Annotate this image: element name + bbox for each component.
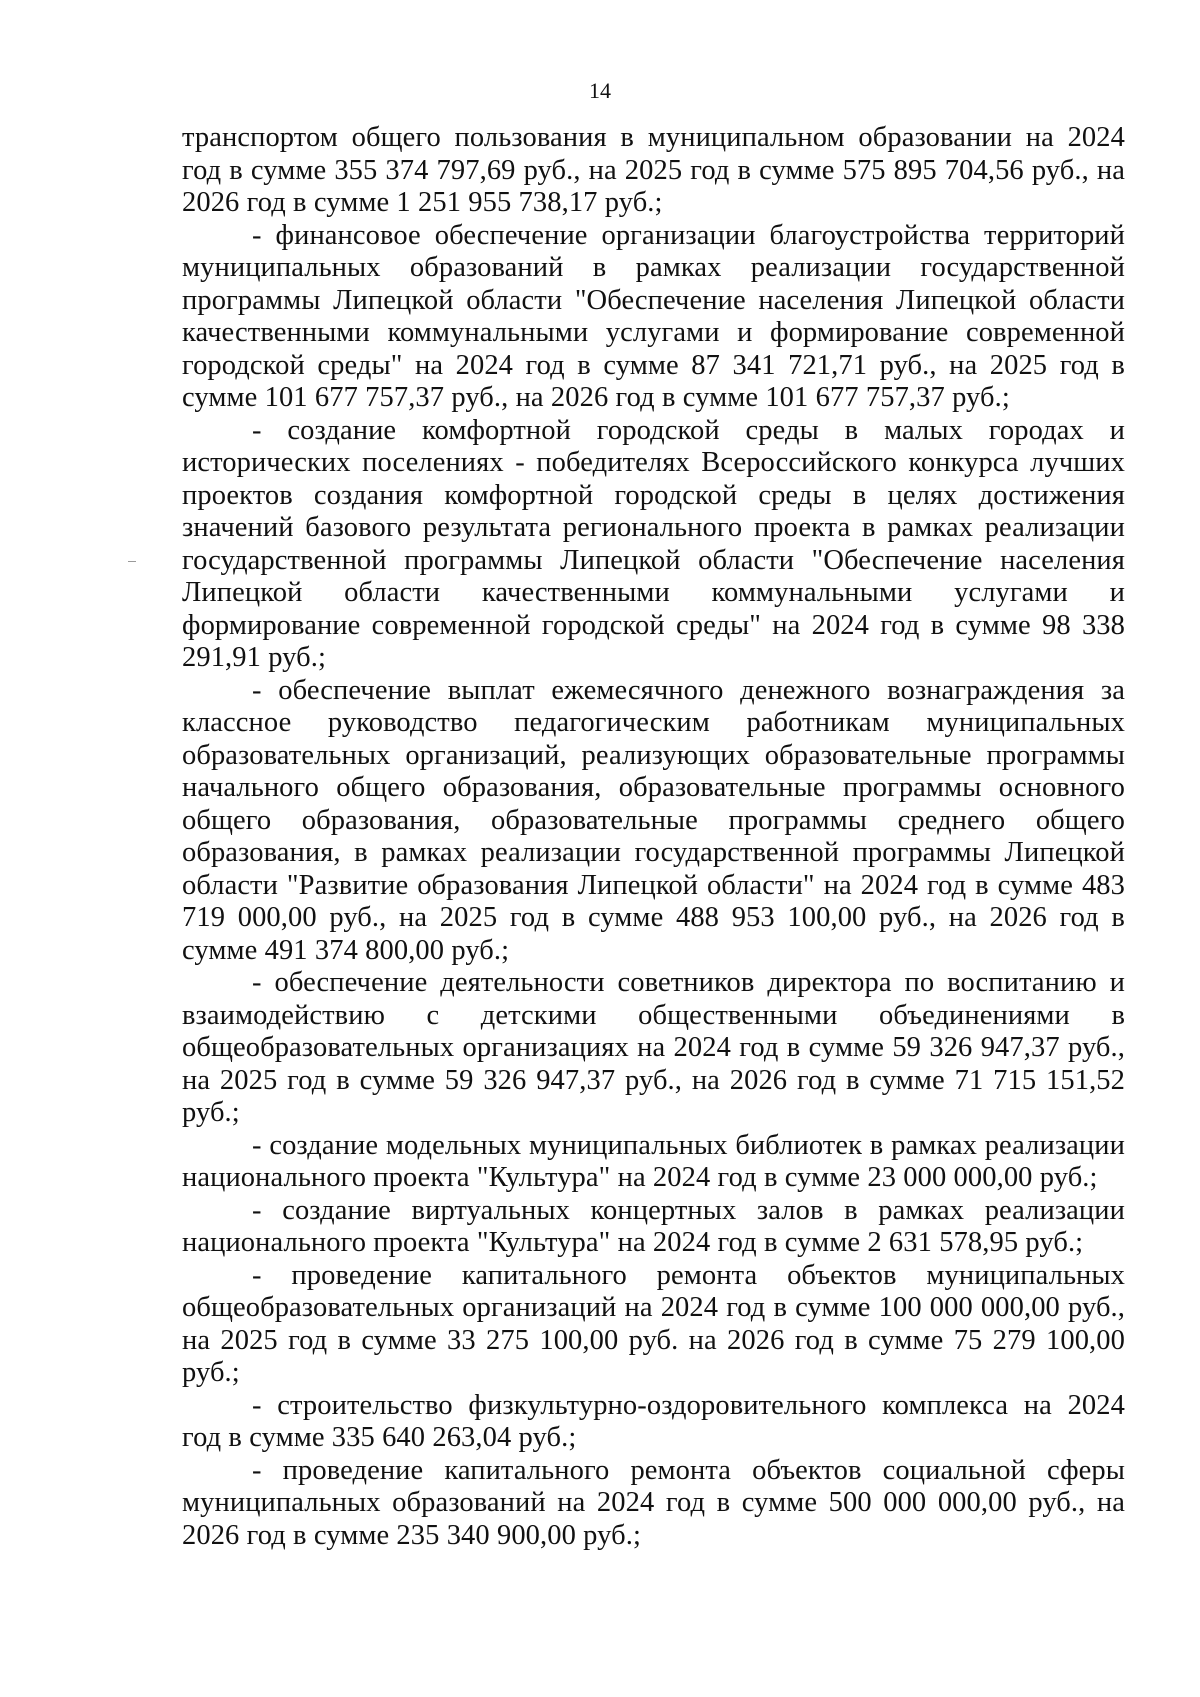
list-item-school-repairs: - проведение капитального ремонта объектов муниципальных общеобразовательных организаций на 2024 год в сумме 100 000 000,00 руб., на 2025 год в сумме 33 275 100,00 руб. на 2026 год в сумме 75 279 100,00 руб.; — [182, 1259, 1125, 1388]
page-number: 14 — [589, 78, 611, 103]
document-body — [182, 122, 1125, 1552]
list-item-director-advisors: - обеспечение деятельности советников директора по воспитанию и взаимодействию с детскими общественными объединениями в общеобразовательных организациях на 2024 год в сумме 59 326 947,37 руб., на 2025 год в сумме 59 326 947,37 руб., на 2026 год в сумме 71 715 151,52 руб.; — [182, 967, 1125, 1128]
list-item-model-libraries: - создание модельных муниципальных библиотек в рамках реализации национального проекта "Культура" на 2024 год в сумме 23 000 000,00 руб.; — [182, 1129, 1125, 1193]
list-item-sports-complex: - строительство физкультурно-оздоровительного комплекса на 2024 год в сумме 335 640 263,04 руб.; — [182, 1389, 1125, 1453]
list-item-class-teacher-payments: - обеспечение выплат ежемесячного денежного вознаграждения за классное руководство педагогическим работникам муниципальных образовательных организаций, реализующих образовательные программы начального общего образования, образовательные программы основного общего образования, образовательные программы среднего общего образования, в рамках реализации государственной программы Липецкой области "Развитие образования Липецкой области" на 2024 год в сумме 483 719 000,00 руб., на 2025 год в сумме 488 953 100,00 руб., на 2026 год в сумме 491 374 800,00 руб.; — [182, 674, 1125, 966]
list-item-urban-environment: - создание комфортной городской среды в малых городах и исторических поселениях - победителях Всероссийского конкурса лучших проектов создания комфортной городской среды в целях достижения значений базового результата регионального проекта в рамках реализации государственной программы Липецкой области "Обеспечение населения Липецкой области качественными коммунальными услугами и формирование современной городской среды" на 2024 год в сумме 98 338 291,91 руб.; — [182, 414, 1125, 673]
list-item-virtual-concert-halls: - создание виртуальных концертных залов в рамках реализации национального проекта "Культура" на 2024 год в сумме 2 631 578,95 руб.; — [182, 1194, 1125, 1258]
paragraph-continuation: транспортом общего пользования в муниципальном образовании на 2024 год в сумме 355 374 797,69 руб., на 2025 год в сумме 575 895 704,56 руб., на 2026 год в сумме 1 251 955 738,17 руб.; — [182, 122, 1125, 218]
list-item-landscaping: - финансовое обеспечение организации благоустройства территорий муниципальных образований в рамках реализации государственной программы Липецкой области "Обеспечение населения Липецкой области качественными коммунальными услугами и формирование современной городской среды" на 2024 год в сумме 87 341 721,71 руб., на 2025 год в сумме 101 677 757,37 руб., на 2026 год в сумме 101 677 757,37 руб.; — [182, 219, 1125, 413]
list-item-social-facilities-repair: - проведение капитального ремонта объектов социальной сферы муниципальных образований на 2024 год в сумме 500 000 000,00 руб., на 2026 год в сумме 235 340 900,00 руб.; — [182, 1454, 1125, 1551]
scan-artifact — [128, 561, 136, 562]
